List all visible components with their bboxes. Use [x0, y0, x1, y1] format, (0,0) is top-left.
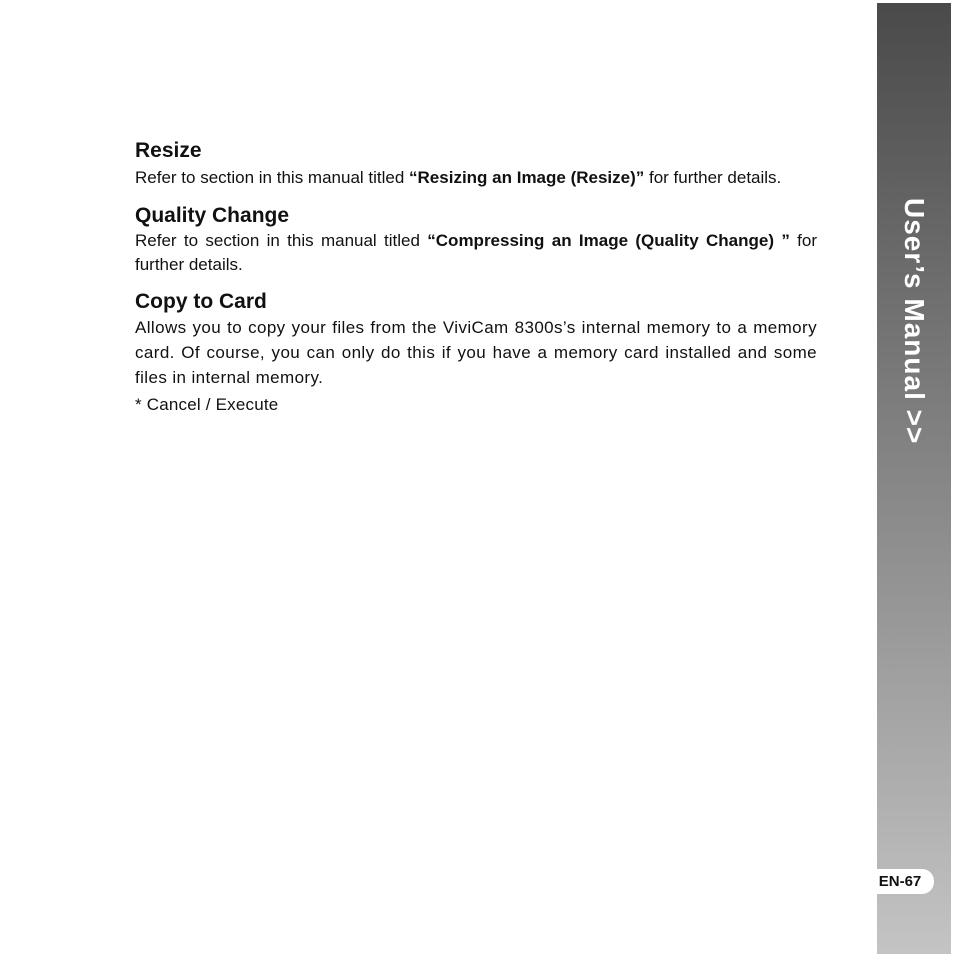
resize-reference: “Resizing an Image (Resize)”	[409, 168, 645, 187]
quality-text-after: for further details.	[135, 231, 817, 274]
quality-reference: “Compressing an Image (Quality Change) ”	[427, 231, 790, 250]
resize-text-before: Refer to section in this manual titled	[135, 168, 410, 187]
quality-text-before: Refer to section in this manual titled	[135, 231, 428, 250]
section-resize	[135, 138, 817, 191]
section-quality-change	[135, 203, 817, 277]
sidebar-tab	[877, 3, 951, 954]
section-title-resize: Resize	[135, 139, 202, 162]
section-title-copy-to-card: Copy to Card	[135, 290, 267, 313]
resize-text-after: for further details.	[644, 168, 782, 187]
manual-content	[135, 138, 817, 417]
copy-description: Allows you to copy your files from the ViviCam 8300s’s internal memory to a memory card. Of course, you can only do this if you have a memory card installed and some files in internal memory.	[135, 318, 817, 387]
copy-options: * Cancel / Execute	[135, 395, 279, 414]
resize-description	[135, 164, 817, 191]
quality-description	[135, 229, 817, 277]
sidebar-title: User’s Manual >>	[899, 198, 930, 445]
page-number: EN-67	[866, 869, 934, 894]
section-title-quality-change: Quality Change	[135, 204, 290, 227]
section-copy-to-card	[135, 289, 817, 417]
